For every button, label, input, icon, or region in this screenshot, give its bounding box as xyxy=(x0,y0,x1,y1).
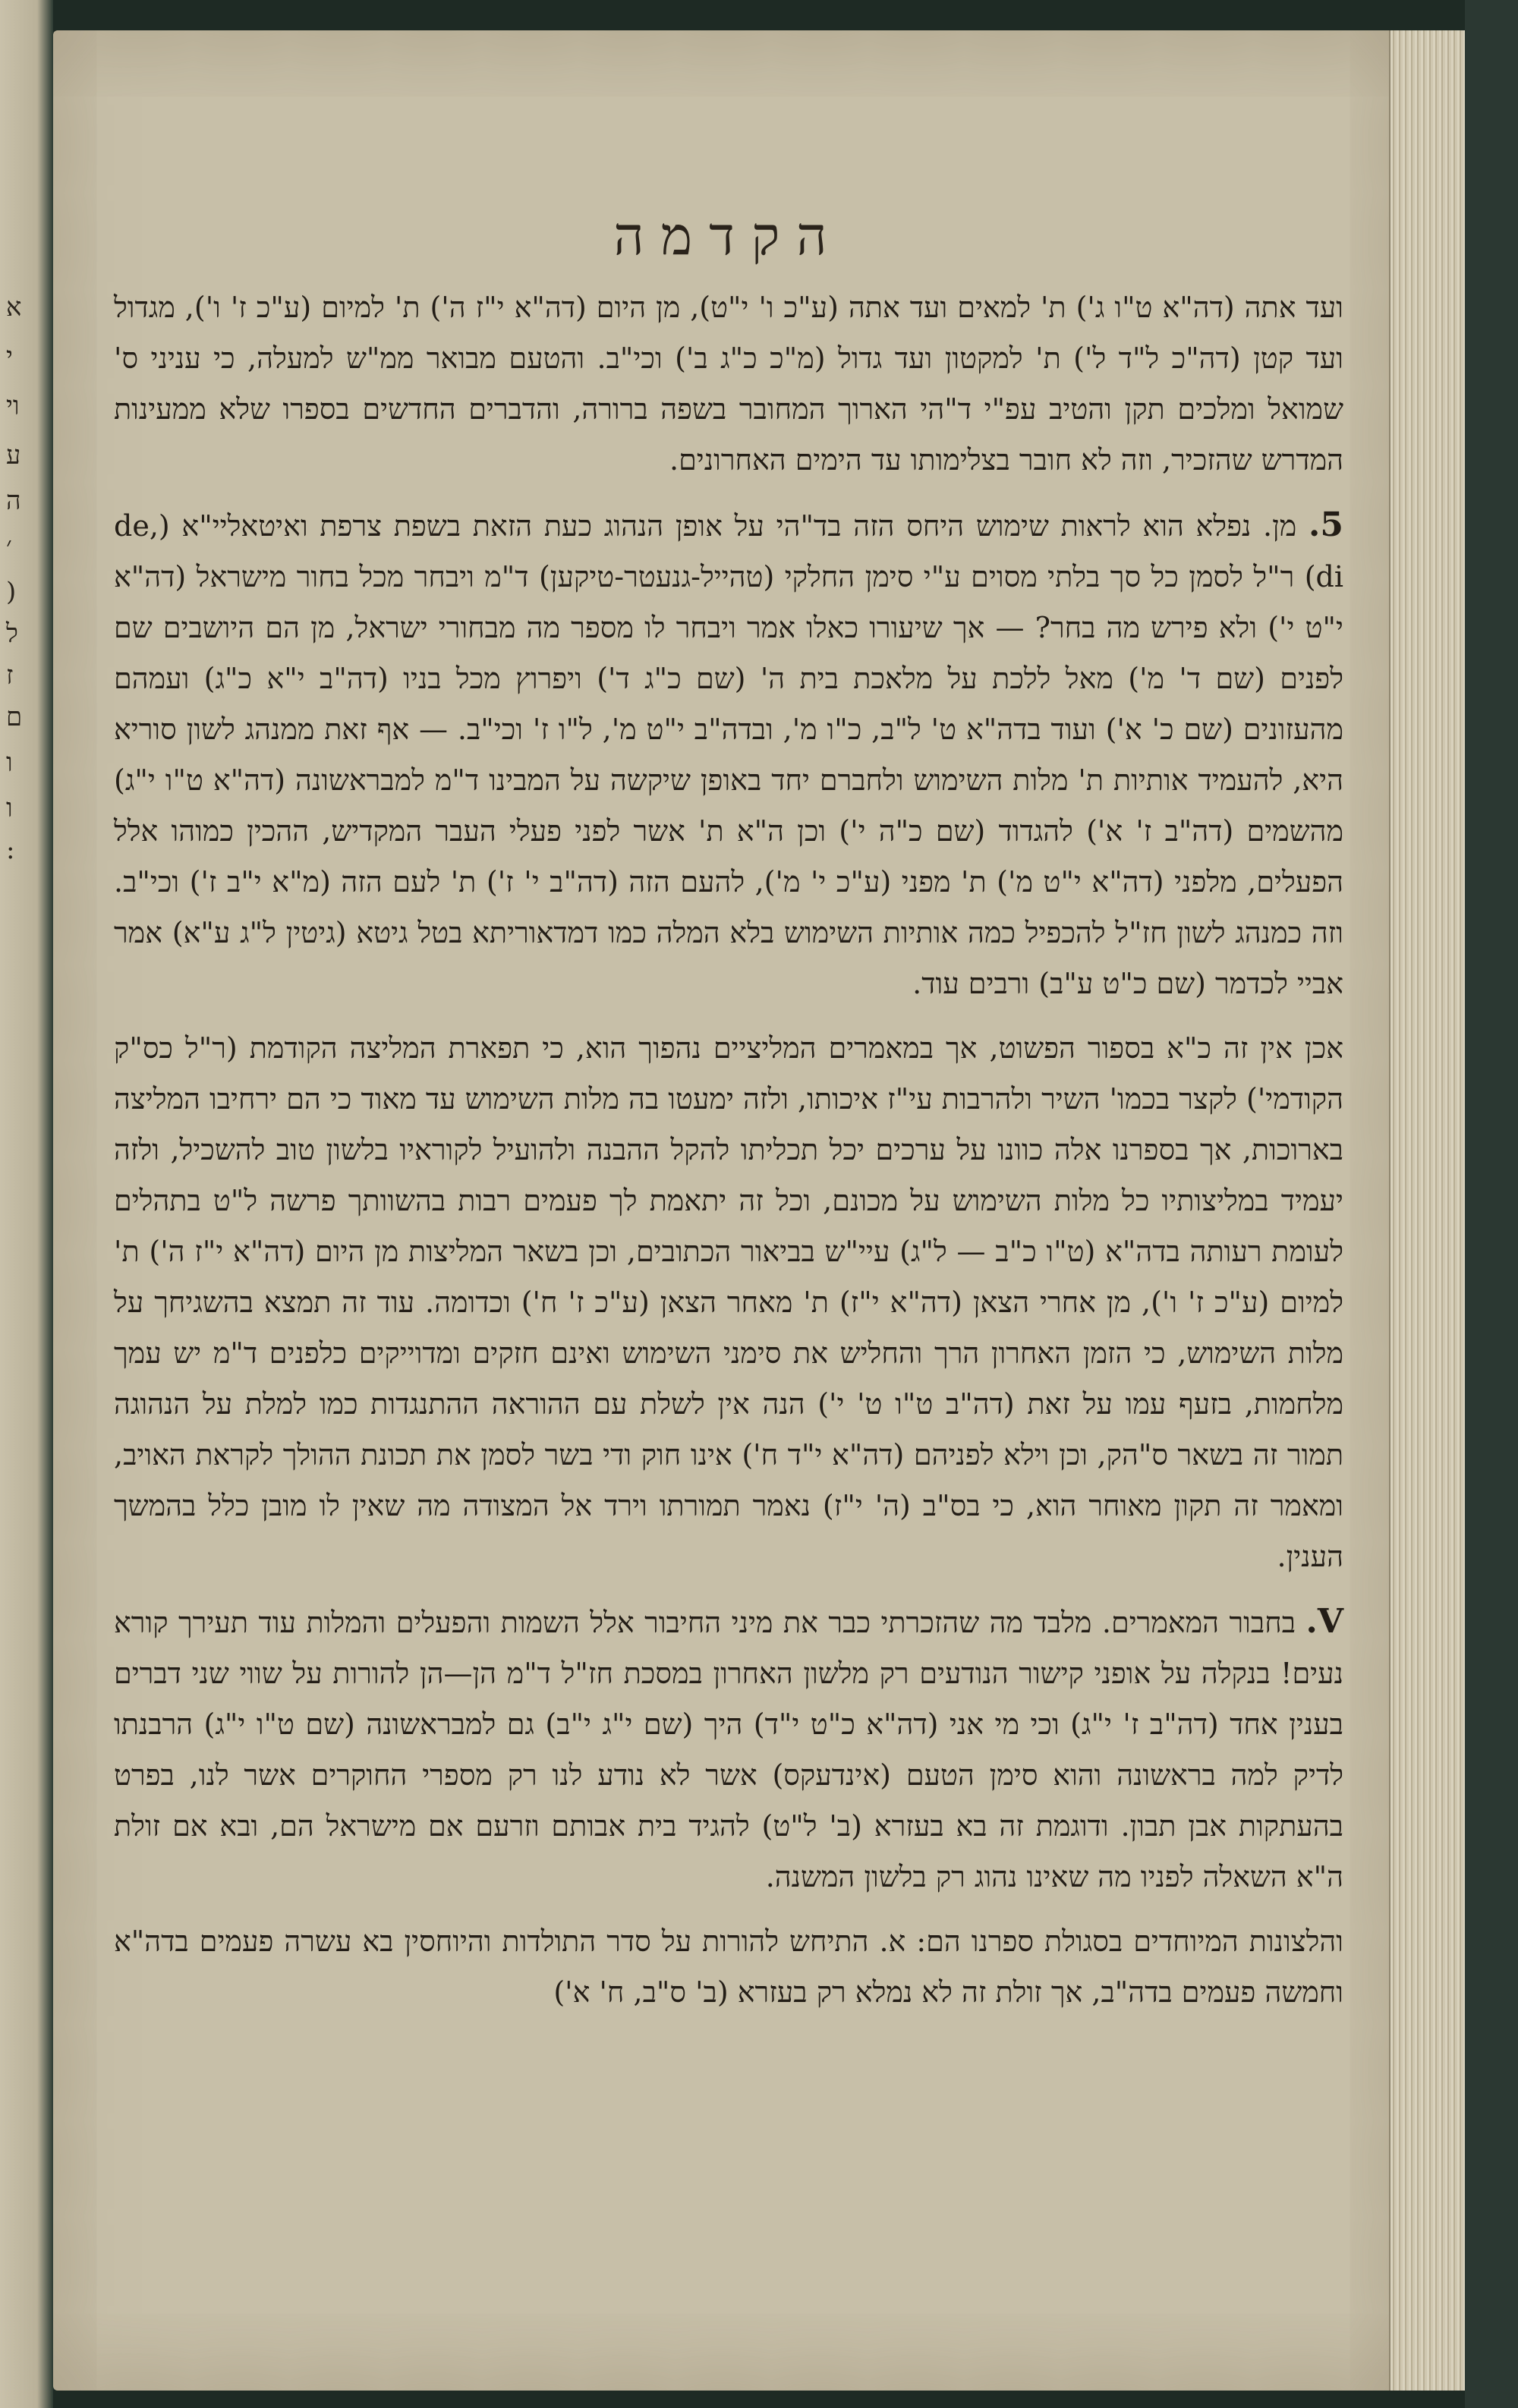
edge-letter: ז xyxy=(6,660,14,691)
edge-letter: ם xyxy=(6,702,23,732)
paragraph-1 xyxy=(114,282,1343,486)
edge-letter: ע xyxy=(6,440,21,471)
paragraph-text: ועד אתה (דה"א ט"ו ג') ת' למאים ועד אתה (ע"כ ו' י"ט), מן היום (דה"א י"ז ה') ת' למיום (ע"כ ז' ו'), מגדול ועד קטן (דה"כ ל"ד ל') ת' למקטון ועד גדול (מ"כ כ"ג ב') וכי"ב. והטעם מבואר ממ"ש למעלה, כי עניני ס' שמואל ומלכים תקן והטיב עפ"י ד"הי הארוך המחובר בשפה ברורה, והדברים החדשים בספרו שלא ממעינות המדרש שהזכיר, וזה לא חובר בצלימותו עד הימים האחרונים. xyxy=(114,291,1343,477)
paragraph-text: מן. נפלא הוא לראות שימוש היחס הזה בד"הי על אופן הנהוג כעת הזאת בשפת צרפת ואיטאליי"א (de, di) ר"ל לסמן כל סך בלתי מסוים ע"י סימן החלקי (טהייל-גנעטר-טיקען) ד"מ ויבחר מכל בחור מישראל (דה"א י"ט י') ולא פירש מה בחר? — אך שיעורו כאלו אמר ויבחר לו מספר מה מבחורי ישראל, מן הם היושבים שם לפנים (שם ד' מ') מאל ללכת על מלאכת בית ה' (שם כ"ג ד') ויפרוץ מכל בניו (דה"ב י"א כ"ג) ועמהם מהעזונים (שם כ' א') ועוד בדה"א ט' ל"ב, כ"ו מ', ובדה"ב י"ט מ', ל"ו ז' וכי"ב. — אף זאת ממנהג לשון סוריא היא, להעמיד אותיות ת' מלות השימוש ולחברם יחד באופן שיקשה על המבינו ד"מ למבראשונה (דה"א ט"ו י"ג) מהשמים (דה"ב ז' א') להגדוד (שם כ"ה י') וכן ה"א ת' אשר לפני פעלי העבר המקדיש, ההכין כמוהו אלל הפעלים, מלפני (דה"א י"ט מ') ת' מפני (ע"כ י' מ'), להעם הזה (דה"ב י' ז') ת' לעם הזה (מ"א י"ב ז') וכי"ב. וזה כמנהג לשון חז"ל להכפיל כמה אותיות השימוש בלא המלה כמו דמדאוריתא בטל גיטא (גיטין ל"ג ע"א) אמר אביי לכדמר (שם כ"ט ע"ב) ורבים עוד. xyxy=(114,509,1343,1000)
paragraph-text: בחבור המאמרים. מלבד מה שהזכרתי כבר את מיני החיבור אלל השמות והפעלים והמלות עוד תעירך קורא נעים! בנקלה על אופני קישור הנודעים רק מלשון האחרון במסכת חז"ל ד"מ הן—הן להורות על שווי שני דברים בענין אחד (דה"ב ז' י"ג) וכי מי אני (דה"א כ"ט י"ד) היך (שם י"ג י"ב) גם למבראשונה (שם ט"ו י"ג) הרבנתו לדיק למה בראשונה והוא סימן הטעם (אינדעקס) אשר לא נודע לנו רק מספרי החוקרים אשר לנו, בפרט בהעתקות אבן תבון. ודוגמת זה בא בעזרא (ב' ל"ט) להגיד בית אבותם וזרעם אם מישראל הם, ובא אם זולת ה"א השאלה לפניו מה שאינו נהוג רק בלשון המשנה. xyxy=(114,1606,1343,1893)
adjacent-page-edge xyxy=(0,0,53,2408)
edge-letter: ) xyxy=(6,577,17,607)
edge-letter: ה xyxy=(6,486,21,516)
section-marker: V. xyxy=(1305,1602,1343,1641)
edge-letter: ו xyxy=(6,793,13,823)
paragraph-text: אכן אין זה כ"א בספור הפשוט, אך במאמרים המליציים נהפוך הוא, כי תפארת המליצה הקודמת (ר"ל כס"ק הקודמי') לקצר בכמו' השיר ולהרבות עי"ז איכותו, ולזה ימעטו בה מלות השימוש עד מאוד כי הם ירחיבו המליצה בארוכות, אך בספרנו אלה כוונו על ערכים יכל תכליתו להקל ההבנה ולהועיל לקוראיו בלשון טוב להשכיל, ולזה יעמיד במליצותיו כל מלות השימוש על מכונם, וכל זה יתאמת לך פעמים רבות בהשוותך פרשה ל"ט בתהלים לעומת רעותה בדה"א (ט"ו כ"ב — ל"ג) עיי"ש בביאור הכתובים, וכן בשאר המליצות מן היום (דה"א י"ז ה') ת' למיום (ע"כ ז' ו'), מן אחרי הצאן (דה"א י"ז) ת' מאחר הצאן (ע"כ ז' ח') וכדומה. עוד זה תמצא בהשגיחך על מלות השימוש, כי הזמן האחרון הרך והחליש את סימני השימוש ואינם חזקים ומדוייקים כלפנים ד"מ יש עמך מלחמות, בזעף עמו על זאת (דה"ב ט"ו ט' י') הנה אין לשלת עם ההוראה ההתנגדות כמו למלת על הנהוגה תמור זה בשאר ס"הק, וכן וילא לפניהם (דה"א י"ד ח') אינו חוק ודי בשר לסמן את תכונת ההולך לקראת האויב, ומאמר זה תקון מאוחר הוא, כי בס"ב (ה' י"ז) נאמר תמורתו וירד אל המצודה מה שאין לו מובן כלל בהמשך הענין. xyxy=(114,1031,1343,1573)
page-stack-edges xyxy=(1389,30,1466,2391)
edge-letter: : xyxy=(6,835,15,865)
edge-letter: י xyxy=(6,342,13,372)
edge-letter: א xyxy=(6,292,22,323)
paragraph-5 xyxy=(114,1916,1389,2018)
edge-letter: ו xyxy=(6,748,13,778)
paragraph-3 xyxy=(114,1023,1389,1582)
page-title: הקדמה xyxy=(613,205,844,267)
edge-letter: וי xyxy=(6,391,20,421)
section-marker: 5. xyxy=(1309,505,1343,544)
background-right xyxy=(1465,0,1518,2408)
paragraph-text: והלצונות המיוחדים בסגולת ספרנו הם: א. התיחש להורות על סדר התולדות והיוחסין בא עשרה פעמים בדה"א וחמשה פעמים בדה"ב, אך זולת זה לא נמלא רק בעזרא (ב' ס"ב, ח' א') xyxy=(114,1925,1343,2009)
edge-letter: ל xyxy=(6,619,18,649)
edge-letter: ׳ xyxy=(6,531,12,562)
paragraph-4 xyxy=(114,1596,1389,1903)
paragraph-2 xyxy=(114,499,1389,1009)
